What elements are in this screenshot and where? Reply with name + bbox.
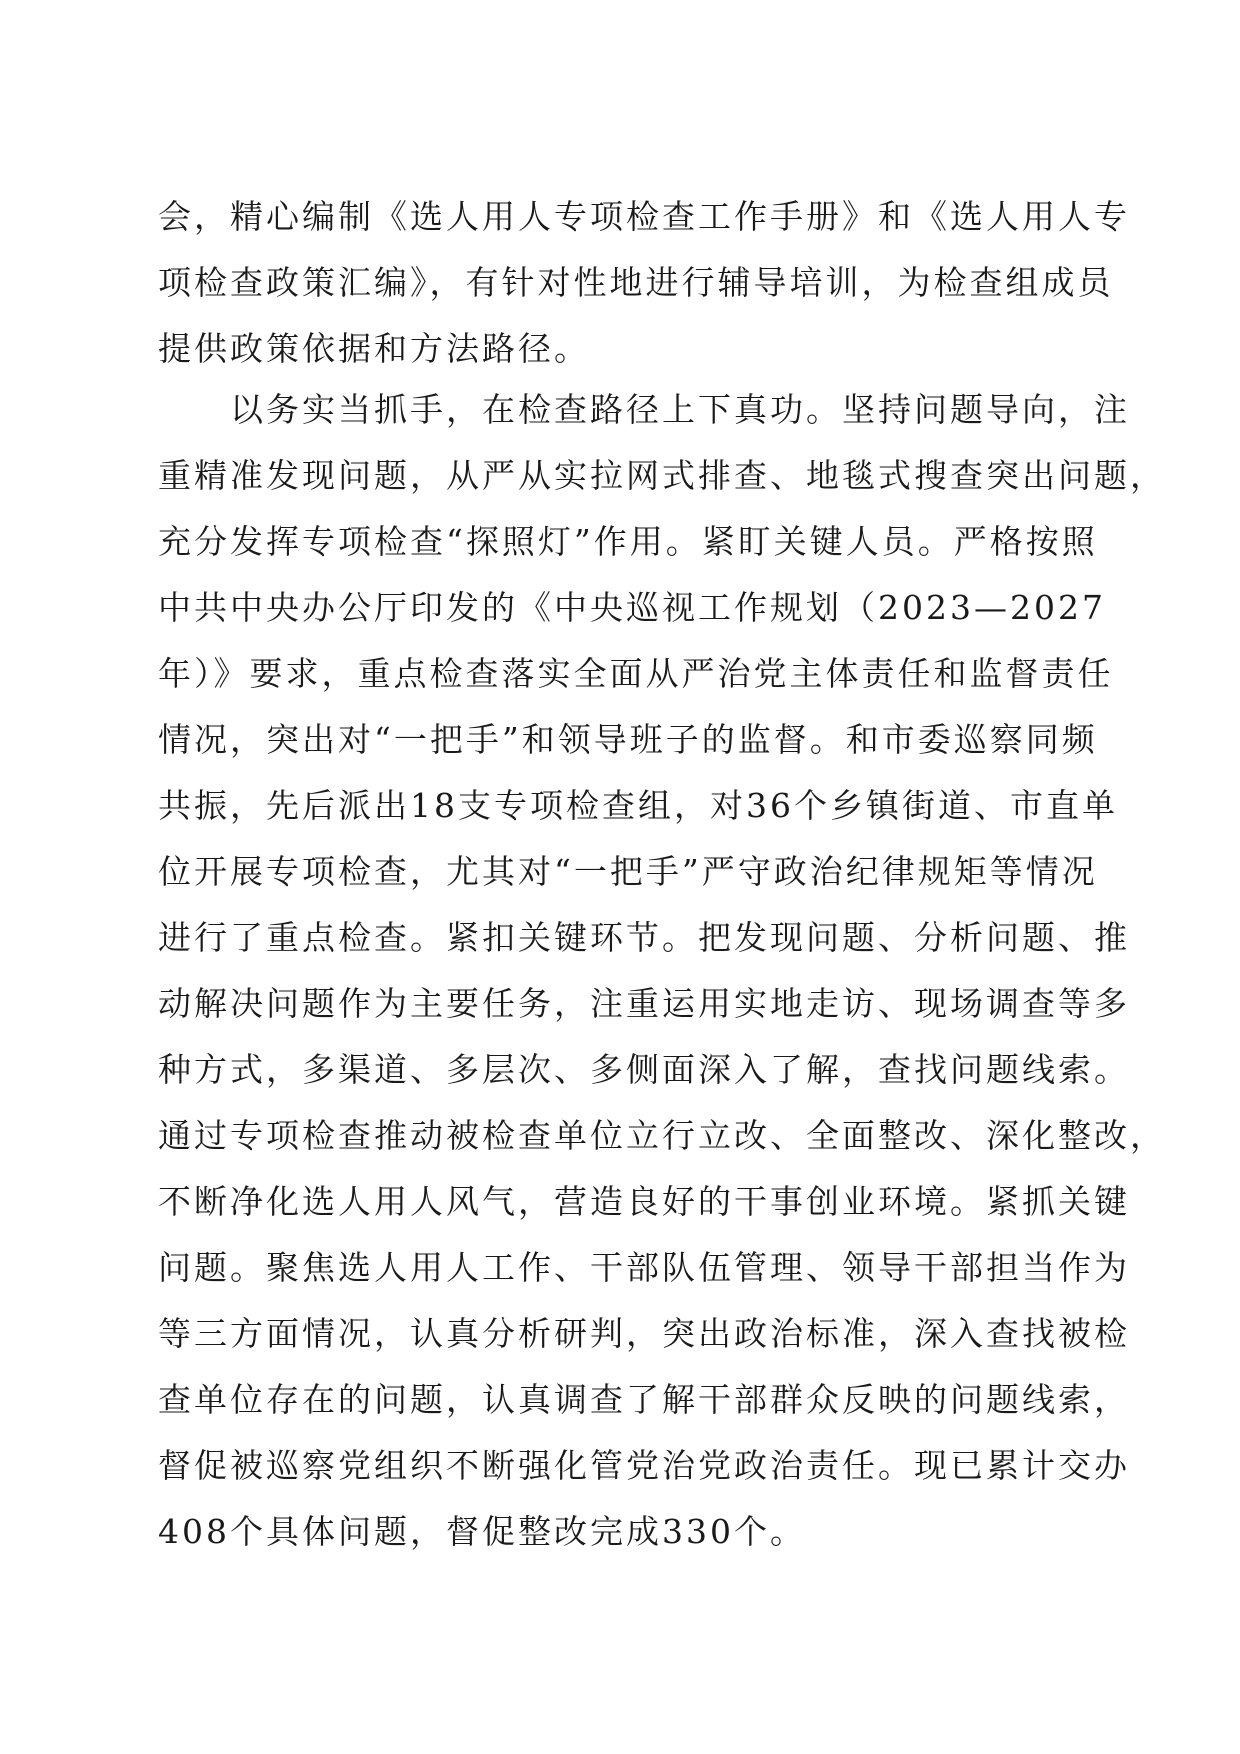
text-line: 充分发挥专项检查“探照灯”作用。紧盯关键人员。严格按照 [158, 522, 1098, 561]
text-line: 重精准发现问题，从严从实拉网式排查、地毯式搜查突出问题， [158, 456, 1166, 495]
text-line: 共振，先后派出18支专项检查组，对36个乡镇街道、市直单 [158, 786, 1118, 825]
text-line: 不断净化选人用人风气，营造良好的干事创业环境。紧抓关键 [158, 1182, 1130, 1221]
text-line: 会，精心编制《选人用人专项检查工作手册》和《选人用人专 [158, 197, 1130, 236]
text-line: 408个具体问题，督促整改完成330个。 [158, 1512, 806, 1551]
text-line: 提供政策依据和方法路径。 [158, 329, 590, 368]
text-line: 查单位存在的问题，认真调查了解干部群众反映的问题线索， [158, 1380, 1130, 1419]
text-line: 中共中央办公厅印发的《中央巡视工作规划（2023—2027 [158, 588, 1106, 627]
text-line: 项检查政策汇编》，有针对性地进行辅导培训，为检查组成员 [158, 263, 1114, 302]
text-line: 等三方面情况，认真分析研判，突出政治标准，深入查找被检 [158, 1314, 1130, 1353]
text-line: 情况，突出对“一把手”和领导班子的监督。和市委巡察同频 [158, 720, 1098, 759]
text-line: 以务实当抓手，在检查路径上下真功。坚持问题导向，注 [230, 390, 1130, 429]
text-line: 位开展专项检查，尤其对“一把手”严守政治纪律规矩等情况 [158, 852, 1098, 891]
text-line: 动解决问题作为主要任务，注重运用实地走访、现场调查等多 [158, 984, 1130, 1023]
text-line: 种方式，多渠道、多层次、多侧面深入了解，查找问题线索。 [158, 1050, 1130, 1089]
text-line: 通过专项检查推动被检查单位立行立改、全面整改、深化整改， [158, 1116, 1166, 1155]
text-line: 进行了重点检查。紧扣关键环节。把发现问题、分析问题、推 [158, 918, 1130, 957]
paragraph-continuation [158, 184, 1130, 382]
text-line: 年）》要求，重点检查落实全面从严治党主体责任和监督责任 [158, 654, 1114, 693]
paragraph-inspection-path [158, 377, 1166, 1565]
text-line: 督促被巡察党组织不断强化管党治党政治责任。现已累计交办 [158, 1446, 1130, 1485]
text-line: 问题。聚焦选人用人工作、干部队伍管理、领导干部担当作为 [158, 1248, 1130, 1287]
